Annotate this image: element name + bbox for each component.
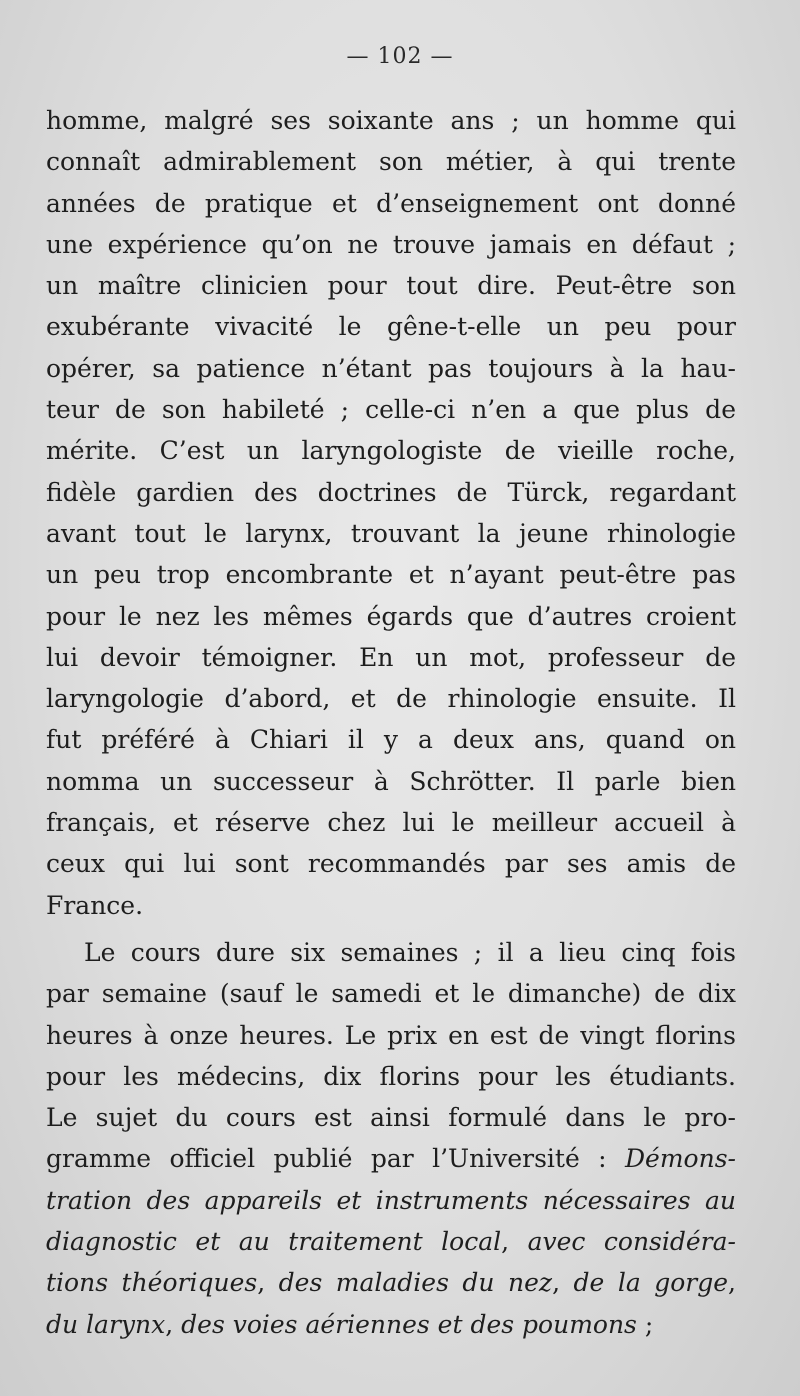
text-segment: fidèle gardien des doctrines de Türck, regardant xyxy=(46,477,736,507)
text-segment: homme, malgré ses soixante ans ; un homme qui xyxy=(46,106,736,135)
text-line xyxy=(46,973,736,1014)
text-segment: un peu trop encombrante et n’ayant peut-être pas xyxy=(46,560,736,590)
text-segment: teur de son habileté ; celle-ci n’en a que plus de xyxy=(46,395,736,425)
italic-text-segment: des maladies du nez xyxy=(278,1268,553,1298)
text-line xyxy=(46,141,736,182)
text-segment: pour les médecins, dix florins pour les étudiants. xyxy=(46,1061,736,1091)
text-segment: mérite. C’est un laryngologiste de vieille roche, xyxy=(46,436,736,466)
italic-text-segment: du larynx xyxy=(46,1309,166,1339)
text-line xyxy=(46,430,736,471)
text-segment: , xyxy=(728,1268,736,1298)
text-segment: France. xyxy=(46,890,144,920)
text-line xyxy=(46,1138,736,1179)
text-line xyxy=(46,1056,736,1097)
italic-text-segment: tration des appareils et instruments nécessaires au xyxy=(46,1185,736,1215)
text-line xyxy=(46,554,736,595)
text-segment: , xyxy=(501,1227,528,1257)
text-line xyxy=(46,1180,736,1221)
text-line xyxy=(46,802,736,843)
body-text xyxy=(46,100,736,1345)
text-line xyxy=(46,596,736,637)
text-line xyxy=(46,678,736,719)
text-segment: français, et réserve chez lui le meilleur accueil à xyxy=(46,808,736,838)
text-line xyxy=(46,885,736,926)
text-segment: par semaine (sauf le samedi et le dimanche) de dix xyxy=(46,979,736,1009)
text-segment: ; xyxy=(636,1309,654,1339)
text-line xyxy=(46,183,736,224)
text-segment: une expérience qu’on ne trouve jamais en défaut ; xyxy=(46,229,736,259)
text-line xyxy=(46,843,736,884)
text-segment: exubérante vivacité le gêne-t-elle un peu pour xyxy=(46,312,736,342)
text-segment: Le sujet du cours est ainsi formulé dans le pro- xyxy=(46,1103,736,1133)
text-segment: nomma un successeur à Schrötter. Il parle bien xyxy=(46,766,736,796)
text-line xyxy=(46,224,736,265)
text-segment: laryngologie d’abord, et de rhinologie ensuite. Il xyxy=(46,684,736,714)
text-line xyxy=(46,100,736,141)
text-segment: connaît admirablement son métier, à qui trente xyxy=(46,147,736,177)
italic-text-segment: diagnostic et au traitement local xyxy=(46,1227,502,1257)
text-line xyxy=(46,1221,736,1262)
text-line xyxy=(46,761,736,802)
text-line xyxy=(46,306,736,347)
text-line xyxy=(46,513,736,554)
italic-text-segment: des voies aériennes et des poumons xyxy=(181,1309,637,1339)
text-segment: opérer, sa patience n’étant pas toujours à la hau- xyxy=(46,353,736,383)
text-line xyxy=(46,1262,736,1303)
text-segment: Le cours dure six semaines ; il a lieu cinq fois xyxy=(84,937,736,967)
italic-text-segment: Démons- xyxy=(625,1144,736,1174)
text-segment: pour le nez les mêmes égards que d’autres croient xyxy=(46,601,736,631)
text-segment: années de pratique et d’enseignement ont donné xyxy=(46,188,736,218)
text-line xyxy=(46,1015,736,1056)
text-segment: , xyxy=(552,1268,574,1298)
italic-text-segment: tions théoriques xyxy=(46,1268,258,1298)
text-segment: , xyxy=(257,1268,279,1298)
text-line xyxy=(46,265,736,306)
page-number: — 102 — xyxy=(346,44,454,69)
text-segment: gramme officiel publié par l’Université : xyxy=(46,1144,626,1174)
text-segment: heures à onze heures. Le prix en est de vingt florins xyxy=(46,1020,736,1050)
text-line xyxy=(46,348,736,389)
text-line xyxy=(46,1097,736,1138)
text-line xyxy=(46,1304,736,1345)
text-segment: avant tout le larynx, trouvant la jeune rhinologie xyxy=(46,518,736,548)
text-line xyxy=(46,472,736,513)
text-segment: un maître clinicien pour tout dire. Peut-être son xyxy=(46,271,736,301)
text-line xyxy=(46,719,736,760)
text-segment: , xyxy=(165,1309,182,1339)
text-line xyxy=(46,932,736,973)
italic-text-segment: avec considéra- xyxy=(527,1227,736,1257)
text-line xyxy=(46,637,736,678)
text-segment: ceux qui lui sont recommandés par ses amis de xyxy=(46,849,736,879)
text-segment: fut préféré à Chiari il y a deux ans, quand on xyxy=(46,725,736,755)
text-line xyxy=(46,389,736,430)
italic-text-segment: de la gorge xyxy=(573,1268,729,1298)
text-segment: lui devoir témoigner. En un mot, professeur de xyxy=(46,642,736,672)
